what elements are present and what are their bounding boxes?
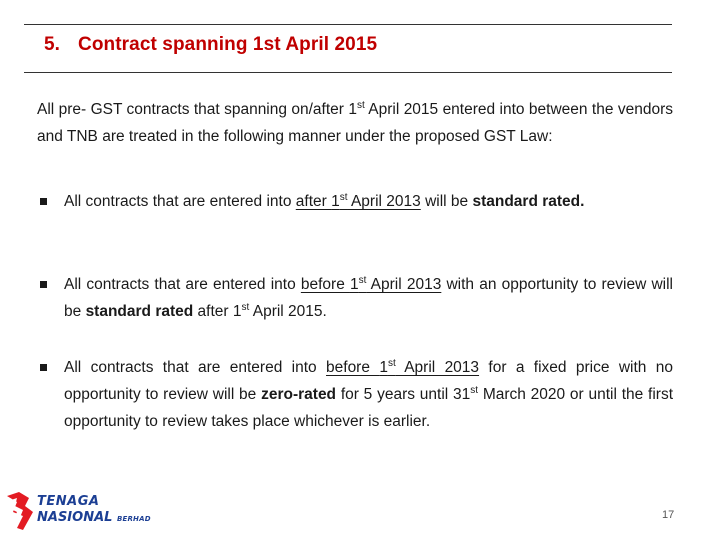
page-number: 17 [662, 509, 675, 521]
square-bullet-icon [40, 281, 47, 288]
bullet-item-1: All contracts that are entered into after 1st April 2013 will be standard rated. [37, 188, 673, 215]
bullet-underlined-date: before 1st April 2013 [300, 275, 442, 293]
logo-text-nasional: NASIONAL BERHAD [37, 510, 151, 525]
title-text: Contract spanning 1st April 2015 [78, 34, 378, 55]
bullet-bold-term: zero-rated [261, 386, 337, 403]
slide-title [44, 34, 377, 56]
square-bullet-icon [40, 198, 47, 205]
logo-text-berhad: BERHAD [116, 515, 151, 523]
intro-paragraph: All pre- GST contracts that spanning on/after 1st April 2015 entered into between the vendors and TNB are treated in the following manner under the proposed GST Law: [37, 100, 673, 145]
bullet-item-2: All contracts that are entered into before 1st April 2013 with an opportunity to review will be standard rated after 1st April 2015. [37, 271, 673, 325]
bullet-item-3: All contracts that are entered into before 1st April 2013 for a fixed price with no opportunity to review will be zero-rated for 5 years until 31st March 2020 or until the first opportunity to review takes place whichever is earlier. [37, 354, 673, 435]
bullet-underlined-date: after 1st April 2013 [295, 192, 421, 210]
title-number: 5. [44, 34, 61, 55]
logo-text-tenaga: TENAGA [37, 494, 100, 509]
bullet-underlined-date: before 1st April 2013 [326, 358, 480, 376]
bullet-bold-term: standard rated [85, 303, 194, 320]
bullet-bold-term: standard rated. [472, 193, 585, 210]
title-underline-rule [24, 72, 672, 73]
top-rule [24, 24, 672, 25]
square-bullet-icon [40, 364, 47, 371]
